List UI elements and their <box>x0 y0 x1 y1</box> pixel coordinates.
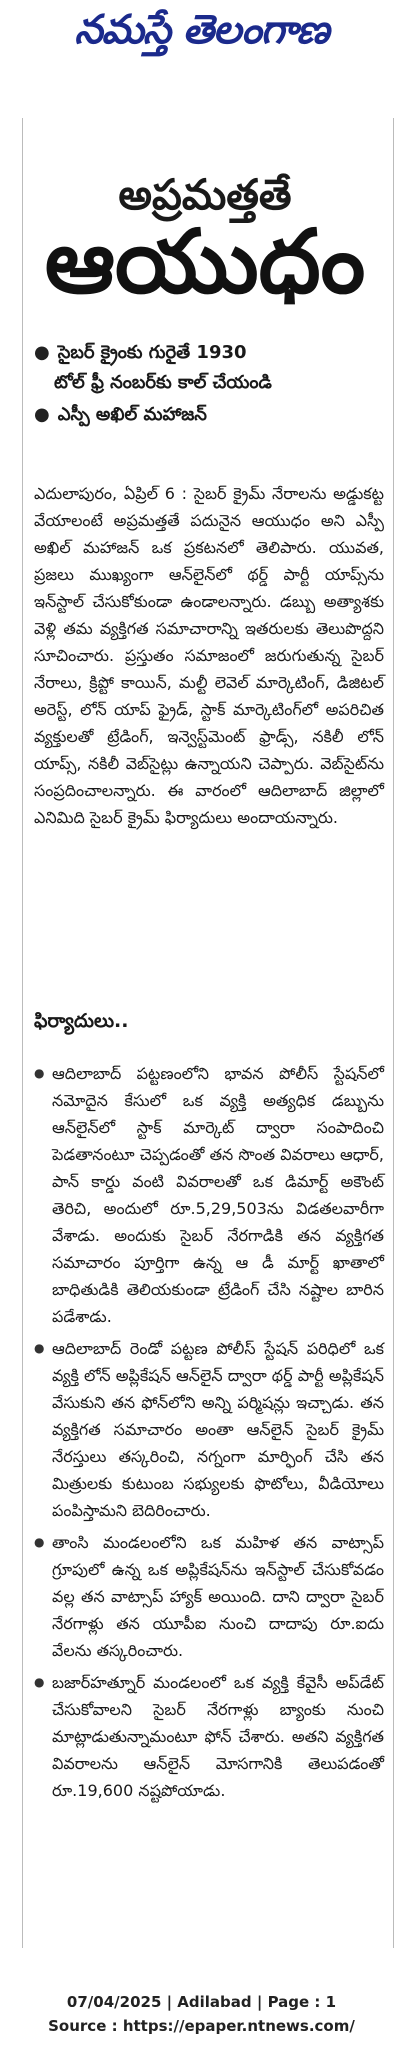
complaint-item: ● బజార్‌హత్నూర్ మండలంలో ఒక వ్యక్తి కేవైసీ అప్‌డేట్ చేసుకోవాలని సైబర్ నేరగాళ్లు బ్యాంకు నుంచి మాట్లాడుతున్నామంటూ ఫోన్ చేశారు. అతని వ్యక్తిగత వివరాలను ఆన్‌లైన్ మోసగానికి తెలుపడంతో రూ.19,600 నష్టపోయాడు. <box>34 1669 384 1804</box>
page-footer <box>0 1990 403 2038</box>
subhead-2: ● ఎస్పీ అఖిల్ మహాజన్ <box>34 404 207 425</box>
article-body: ఎదులాపురం, ఏప్రిల్ 6 : సైబర్ క్రైమ్ నేరాలను అడ్డుకట్ట వేయాలంటే అప్రమత్తతే పదునైన ఆయుధం అని ఎస్పీ అఖిల్ మహాజన్ ఒక ప్రకటనలో తెలిపారు. యువత, ప్రజలు ముఖ్యంగా ఆన్‌లైన్‌లో థర్డ్ పార్టీ యాప్స్‌ను ఇన్‌స్టాల్ చేసుకోకుండా ఉండాలన్నారు. డబ్బు అత్యాశకు వెళ్లి తమ వ్యక్తిగత సమాచారాన్ని ఇతరులకు తెలుపొద్దని సూచించారు. ప్రస్తుతం సమాజంలో జరుగుతున్న సైబర్ నేరాలు, క్రిప్టో కాయిన్, మల్టీ లెవెల్ మార్కెటింగ్, డిజిటల్ అరెస్ట్, లోన్ యాప్ ఫ్రైడ్, స్టాక్ మార్కెటింగ్‌లో అపరిచిత వ్యక్తులతో ట్రేడింగ్, ఇన్వెస్ట్‌మెంట్ ఫ్రాడ్స్, నకిలీ లోన్ యాప్స్, నకిలీ వెబ్‌సైట్లు ఉన్నాయని చెప్పారు. వెబ్‌సైట్‌ను సంప్రదించాలన్నారు. ఈ వారంలో ఆదిలాబాద్ జిల్లాలో ఎనిమిది సైబర్ క్రైమ్ ఫిర్యాదులు అందాయన్నారు. <box>34 484 384 827</box>
article-headline: ఆయుధం <box>44 210 366 313</box>
article-kicker: అప్రమత్తతే <box>118 170 292 219</box>
subhead-1-cont <box>54 372 272 397</box>
subhead-1b-text: టోల్ ఫ్రీ నంబర్‌కు కాల్ చేయండి <box>54 372 272 393</box>
subhead-1-text: సైబర్ క్రైంకు గురైతే 1930 <box>57 342 247 363</box>
complaints-list <box>34 1060 384 1809</box>
subhead-1: ● సైబర్ క్రైంకు గురైతే 1930 <box>34 342 247 363</box>
complaint-item: ● ఆదిలాబాద్ పట్టణంలోని భావన పోలీస్ స్టేషన్‌లో నమోదైన కేసులో ఒక వ్యక్తి అత్యధిక డబ్బును ఆన్‌లైన్‌లో స్టాక్ మార్కెట్ ద్వారా సంపాదించి పెడతానంటూ చెప్పడంతో తన సొంత వివరాలు ఆధార్, పాన్ కార్డు వంటి వివరాలతో ఒక డిమార్ట్ అకౌంట్ తెరిచి, అందులో రూ.5,29,503ను విడతలవారీగా వేశాడు. అందుకు సైబర్ నేరగాడికి తన వ్యక్తిగత సమాచారం పూర్తిగా ఉన్న ఆ డీ మార్ట్ ఖాతాలో బాధితుడికి తెలియకుండా ట్రేడింగ్ చేసి నష్టాల బారిన పడేశాడు. <box>34 1060 384 1330</box>
footer-date-edition: 07/04/2025 | Adilabad | Page : 1 <box>66 1993 337 2011</box>
footer-source-link[interactable]: Source : https://epaper.ntnews.com/ <box>48 2017 355 2035</box>
masthead-title: నమస్తే తెలంగాణ <box>74 7 329 53</box>
section-title: ఫిర్యాదులు.. <box>34 1010 129 1032</box>
complaint-item: ● ఆదిలాబాద్ రెండో పట్టణ పోలీస్ స్టేషన్ పరిధిలో ఒక వ్యక్తి లోన్ అప్లికేషన్ ఆన్‌లైన్ ద్వారా థర్డ్ పార్టీ అప్లికేషన్ వేసుకుని తన ఫోన్‌లోని అన్ని పర్మిషన్లు ఇచ్చాడు. తన వ్యక్తిగత సమాచారం అంతా ఆన్‌లైన్ సైబర్ క్రైమ్ నేరస్తులు తస్కరించి, నగ్నంగా మార్ఫింగ్ చేసి తన మిత్రులకు కుటుంబ సభ్యులకు ఫొటోలు, వీడియోలు పంపిస్తామని బెదిరించారు. <box>34 1335 384 1524</box>
complaint-item: ● తాంసి మండలంలోని ఒక మహిళ తన వాట్సాప్ గ్రూపులో ఉన్న ఒక అప్లికేషన్‌ను ఇన్‌స్టాల్ చేసుకోవడం వల్ల తన వాట్సాప్ హ్యాక్ అయింది. దాని ద్వారా సైబర్ నేరగాళ్లు తన యూపీఐ నుంచి దాదాపు రూ.ఐదు వేలను తస్కరించారు. <box>34 1529 384 1664</box>
newspaper-masthead <box>0 0 403 70</box>
subhead-2-text: ఎస్పీ అఖిల్ మహాజన్ <box>57 404 207 425</box>
